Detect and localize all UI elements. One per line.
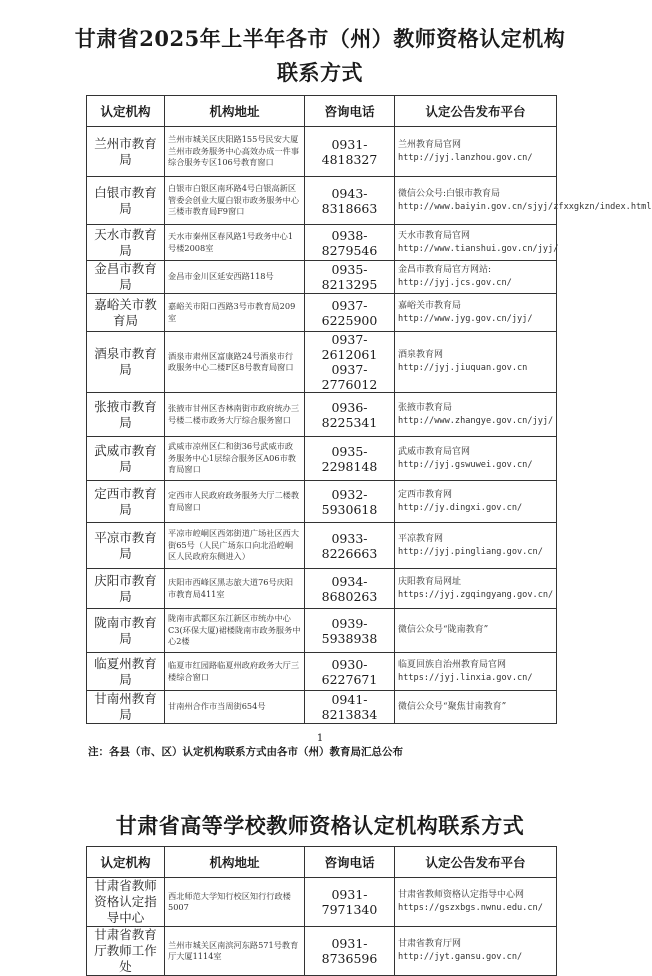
table-row [87,177,557,225]
org-address: 临夏市红园路临夏州政府政务大厅三楼综合窗口 [165,653,305,691]
platform-link[interactable]: http://jy.dingxi.gov.cn/ [398,502,523,513]
table-row [87,393,557,437]
platform-link[interactable]: http://www.jyg.gov.cn/jyj/ [398,313,533,324]
org-name: 兰州市教育局 [87,127,165,177]
org-address: 白银市白银区南环路4号白银高新区管委会创业大厦白银市政务服务中心三楼市教育局F9窗口 [165,177,305,225]
header-platform: 认定公告发布平台 [395,96,557,127]
platform-link[interactable]: http://jyj.pingliang.gov.cn/ [398,546,543,557]
title-line-2: 联系方式 [277,60,363,85]
org-name: 庆阳市教育局 [87,569,165,609]
table-row [87,481,557,523]
platform-name: 平凉教育网 [398,533,444,544]
header-phone: 咨询电话 [305,96,395,127]
platform-cell [395,177,652,225]
platform-cell [395,127,557,177]
platform-name: 甘肃省教育厅网 [398,939,462,949]
org-address: 定西市人民政府政务服务大厅二楼教育局窗口 [165,481,305,523]
platform-cell [395,294,557,332]
table-row [87,609,557,653]
table-row [87,569,557,609]
phone-number: 0930-6227671 [305,653,395,691]
document-title [0,22,640,90]
org-address: 兰州市城关区南滨河东路571号教育厅大厦1114室 [165,927,305,976]
phone-number: 0932-5930618 [305,481,395,523]
platform-cell [395,653,557,691]
platform-link[interactable]: http://jyj.jcs.gov.cn/ [398,278,512,288]
table-row [87,225,557,261]
platform-link[interactable]: https://jyj.zgqingyang.gov.cn/ [398,589,554,600]
phone-number: 0933-8226663 [305,523,395,569]
phone-number: 0935-8213295 [305,261,395,294]
page-number: 1 [316,733,324,744]
platform-cell [395,393,557,437]
phone-number: 0937-2612061 0937-2776012 [305,332,395,393]
table-row [87,437,557,481]
org-address: 西北师范大学知行校区知行行政楼5007 [165,878,305,927]
org-address: 甘南州合作市当周街654号 [165,691,305,724]
org-name: 定西市教育局 [87,481,165,523]
phone-number: 0931-7971340 [305,878,395,927]
org-address: 陇南市武都区东江新区市统办中心C3(环保大厦)裙楼陇南市政务服务中心2楼 [165,609,305,653]
platform-link[interactable]: http://jyj.jiuquan.gov.cn [398,363,528,373]
platform-link[interactable]: http://jyt.gansu.gov.cn/ [398,952,523,962]
platform-name: 临夏回族自治州教育局官网 [398,659,507,670]
header-address: 机构地址 [165,847,305,878]
platform-name: 金昌市教育局官方网站: [398,265,492,275]
platform-name: 庆阳教育局网址 [398,576,462,587]
header-phone: 咨询电话 [305,847,395,878]
org-name: 嘉峪关市教育局 [87,294,165,332]
second-title: 甘肃省高等学校教师资格认定机构联系方式 [115,813,525,838]
org-name: 金昌市教育局 [87,261,165,294]
platform-cell [395,878,557,927]
org-name: 酒泉市教育局 [87,332,165,393]
org-name: 甘肃省教师资格认定指导中心 [87,878,165,927]
phone-number: 0936-8225341 [305,393,395,437]
platform-name: 酒泉教育网 [398,350,444,360]
platform-cell [395,569,557,609]
platform-cell [395,332,557,393]
platform-name: 微信公众号“聚焦甘南教育” [398,701,507,712]
footnote: 注：各县（市、区）认定机构联系方式由各市（州）教育局汇总公布 [88,746,403,758]
platform-cell [395,927,557,976]
table-row [87,927,557,976]
phone-number: 0931-8736596 [305,927,395,976]
org-name: 天水市教育局 [87,225,165,261]
org-address: 张掖市甘州区杏林南街市政府统办三号楼二楼市政务大厅综合服务窗口 [165,393,305,437]
phone-number: 0941-8213834 [305,691,395,724]
org-address: 武威市凉州区仁和街36号武威市政务服务中心1层综合服务区A06市教育局窗口 [165,437,305,481]
org-address: 嘉峪关市阳口西路3号市教育局209室 [165,294,305,332]
platform-link[interactable]: http://www.tianshui.gov.cn/jyj/ [398,243,559,254]
city-contacts-table [86,95,652,724]
platform-name: 嘉峪关市教育局 [398,300,462,311]
phone-number: 0939-5938938 [305,609,395,653]
org-name: 甘肃省教育厅教师工作处 [87,927,165,976]
platform-cell [395,261,557,294]
header-org: 认定机构 [87,847,165,878]
phone-number: 0943-8318663 [305,177,395,225]
table-header-row [87,96,557,127]
header-address: 机构地址 [165,96,305,127]
table-row [87,523,557,569]
platform-name: 微信公众号“陇南教育” [398,625,489,635]
header-org: 认定机构 [87,96,165,127]
phone-number: 0937-6225900 [305,294,395,332]
platform-cell [395,523,557,569]
org-address: 酒泉市肃州区富康路24号酒泉市行政服务中心二楼F区8号教育局窗口 [165,332,305,393]
org-name: 甘南州教育局 [87,691,165,724]
table-row [87,653,557,691]
platform-link[interactable]: http://jyj.lanzhou.gov.cn/ [398,152,533,163]
platform-link[interactable]: https://jyj.linxia.gov.cn/ [398,672,533,683]
platform-name: 微信公众号:白银市教育局 [398,188,501,199]
org-address: 金昌市金川区延安西路118号 [165,261,305,294]
org-name: 武威市教育局 [87,437,165,481]
title-line-1: 甘肃省2025年上半年各市（州）教师资格认定机构 [74,26,566,51]
org-address: 庆阳市西峰区黑志旅大道76号庆阳市教育局411室 [165,569,305,609]
platform-cell [395,609,557,653]
org-name: 临夏州教育局 [87,653,165,691]
platform-name: 兰州教育局官网 [398,139,462,150]
platform-name: 甘肃省教师资格认定指导中心网 [398,890,525,900]
table-row [87,127,557,177]
university-contacts-table [86,846,557,976]
table-header-row [87,847,557,878]
platform-name: 天水市教育局官网 [398,230,471,241]
platform-cell [395,225,557,261]
table-row [87,332,557,393]
phone-number: 0935-2298148 [305,437,395,481]
platform-name: 张掖市教育局 [398,402,453,413]
org-name: 陇南市教育局 [87,609,165,653]
header-platform: 认定公告发布平台 [395,847,557,878]
platform-cell [395,481,557,523]
phone-number: 0934-8680263 [305,569,395,609]
table-row [87,691,557,724]
org-address: 兰州市城关区庆阳路155号民安大厦兰州市政务服务中心高效办成一件事综合服务专区106号教育窗口 [165,127,305,177]
table-row [87,294,557,332]
table-row [87,261,557,294]
platform-cell [395,691,557,724]
platform-name: 定西市教育网 [398,489,453,500]
platform-link[interactable]: http://jyj.gswuwei.gov.cn/ [398,459,533,470]
platform-name: 武威市教育局官网 [398,446,471,457]
platform-link[interactable]: http://www.baiyin.gov.cn/sjyj/zfxxgkzn/index.html [398,201,652,212]
phone-number: 0931-4818327 [305,127,395,177]
org-name: 白银市教育局 [87,177,165,225]
org-name: 平凉市教育局 [87,523,165,569]
phone-number: 0938-8279546 [305,225,395,261]
platform-cell [395,437,557,481]
platform-link[interactable]: https://gszxbgs.nwnu.edu.cn/ [398,903,543,913]
org-address: 天水市秦州区春风路1号政务中心1号楼2008室 [165,225,305,261]
org-address: 平凉市崆峒区西郊街道广场社区西大街65号（人民广场东口向北沿崆峒区人民政府东侧进入） [165,523,305,569]
org-name: 张掖市教育局 [87,393,165,437]
table-row [87,878,557,927]
platform-link[interactable]: http://www.zhangye.gov.cn/jyj/ [398,415,554,426]
